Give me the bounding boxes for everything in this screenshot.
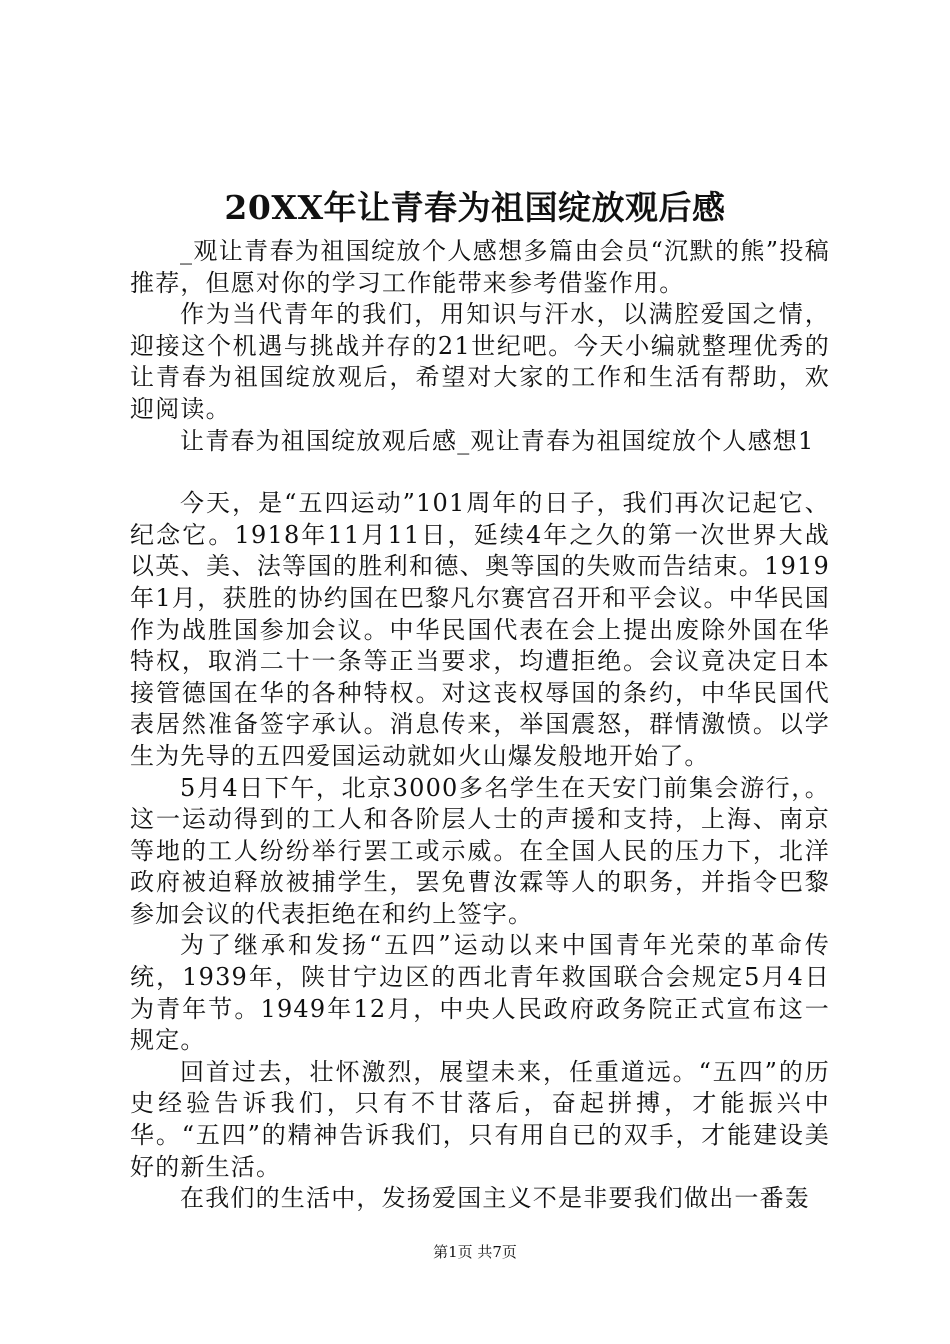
section-heading: 让青春为祖国绽放观后感_观让青春为祖国绽放个人感想1	[180, 426, 815, 455]
paragraph-youth-day: 为了继承和发扬“五四”运动以来中国青年光荣的革命传统，1939年，陕甘宁边区的西北青年救国联合会规定5月4日为青年节。1949年12月，中央人民政府政务院正式宣布这一规定。	[130, 931, 830, 1055]
page-number: 第1页 共7页	[433, 1243, 517, 1261]
document-body	[130, 236, 830, 1215]
paragraph-intro: _观让青春为祖国绽放个人感想多篇由会员“沉默的熊”投稿推荐，但愿对你的学习工作能带来参考借鉴作用。	[130, 237, 830, 297]
document-title: 20XX年让青春为祖国绽放观后感	[224, 188, 726, 227]
paragraph-preface: 作为当代青年的我们，用知识与汗水，以满腔爱国之情，迎接这个机遇与挑战并存的21世纪吧。今天小编就整理优秀的让青春为祖国绽放观后，希望对大家的工作和生活有帮助，欢迎阅读。	[130, 300, 830, 423]
paragraph-may-fourth: 5月4日下午，北京3000多名学生在天安门前集会游行，。这一运动得到的工人和各阶层人士的声援和支持，上海、南京等地的工人纷纷举行罢工或示威。在全国人民的压力下，北洋政府被迫释放被捕学生，罢免曹汝霖等人的职务，并指令巴黎参加会议的代表拒绝在和约上签字。	[130, 773, 830, 928]
paragraph-continued: 在我们的生活中，发扬爱国主义不是非要我们做出一番轰	[180, 1184, 810, 1213]
paragraph-history: 今天，是“五四运动”101周年的日子，我们再次记起它、纪念它。1918年11月11日，延续4年之久的第一次世界大战以英、美、法等国的胜利和德、奥等国的失败而告结束。1919年1月，获胜的协约国在巴黎凡尔赛宫召开和平会议。中华民国作为战胜国参加会议。中华民国代表在会上提出废除外国在华特权，取消二十一条等正当要求，均遭拒绝。会议竟决定日本接管德国在华的各种特权。对这丧权辱国的条约，中华民国代表居然准备签字承认。消息传来，举国震怒，群情激愤。以学生为先导的五四爱国运动就如火山爆发般地开始了。	[130, 489, 830, 770]
paragraph-reflection: 回首过去，壮怀激烈，展望未来，任重道远。“五四”的历史经验告诉我们，只有不甘落后，奋起拼搏，才能振兴中华。“五四”的精神告诉我们，只有用自已的双手，才能建设美好的新生活。	[130, 1057, 830, 1181]
